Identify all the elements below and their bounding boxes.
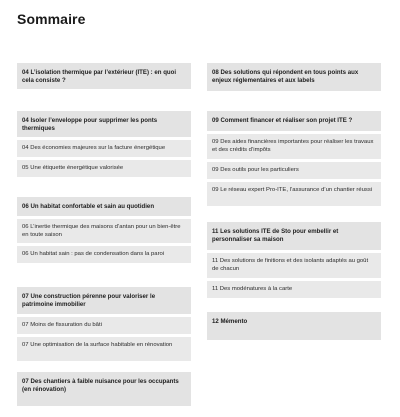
toc-section xyxy=(17,111,191,177)
toc-entry[interactable]: 09 Des outils pour les particuliers xyxy=(207,162,381,179)
toc-section xyxy=(207,222,381,298)
toc-section-heading[interactable]: 09 Comment financer et réaliser son projet ITE ? xyxy=(207,111,381,131)
toc-entry[interactable]: 11 Des modénatures à la carte xyxy=(207,281,381,298)
page-title: Sommaire xyxy=(17,11,86,27)
toc-section xyxy=(17,197,191,263)
toc-section xyxy=(207,312,381,340)
toc-entry[interactable]: 07 Une optimisation de la surface habitable en rénovation xyxy=(17,337,191,361)
toc-entry[interactable]: 06 Un habitat sain : pas de condensation dans la paroi xyxy=(17,246,191,263)
toc-section-heading[interactable]: 07 Des chantiers à faible nuisance pour les occupants (en rénovation) xyxy=(17,372,191,406)
toc-entry[interactable]: 05 Une étiquette énergétique valorisée xyxy=(17,160,191,177)
toc-entry[interactable]: 09 Des aides financières importantes pour réaliser les travaux et des crédits d’impôts xyxy=(207,134,381,159)
toc-section-heading[interactable]: 12 Mémento xyxy=(207,312,381,340)
toc-section-heading[interactable]: 07 Une construction pérenne pour valoriser le patrimoine immobilier xyxy=(17,287,191,314)
toc-section xyxy=(17,287,191,361)
toc-entry[interactable]: 06 L’inertie thermique des maisons d’antan pour un bien-être en toute saison xyxy=(17,219,191,243)
toc-section xyxy=(17,63,191,89)
toc-entry[interactable]: 04 Des économies majeures sur la facture énergétique xyxy=(17,140,191,157)
toc-section xyxy=(207,63,381,91)
toc-section xyxy=(17,372,191,406)
toc-entry[interactable]: 11 Des solutions de finitions et des isolants adaptés au goût de chacun xyxy=(207,253,381,278)
toc-entry[interactable]: 07 Moins de fissuration du bâti xyxy=(17,317,191,334)
toc-section-heading[interactable]: 06 Un habitat confortable et sain au quotidien xyxy=(17,197,191,216)
toc-section-heading[interactable]: 04 L’isolation thermique par l’extérieur (ITE) : en quoi cela consiste ? xyxy=(17,63,191,89)
toc-section-heading[interactable]: 04 Isoler l’enveloppe pour supprimer les ponts thermiques xyxy=(17,111,191,137)
toc-section-heading[interactable]: 08 Des solutions qui répondent en tous points aux enjeux réglementaires et aux labels xyxy=(207,63,381,91)
toc-entry[interactable]: 09 Le réseau expert Pro-ITE, l’assurance d’un chantier réussi xyxy=(207,182,381,206)
toc-section xyxy=(207,111,381,206)
toc-section-heading[interactable]: 11 Les solutions ITE de Sto pour embellir et personnaliser sa maison xyxy=(207,222,381,250)
